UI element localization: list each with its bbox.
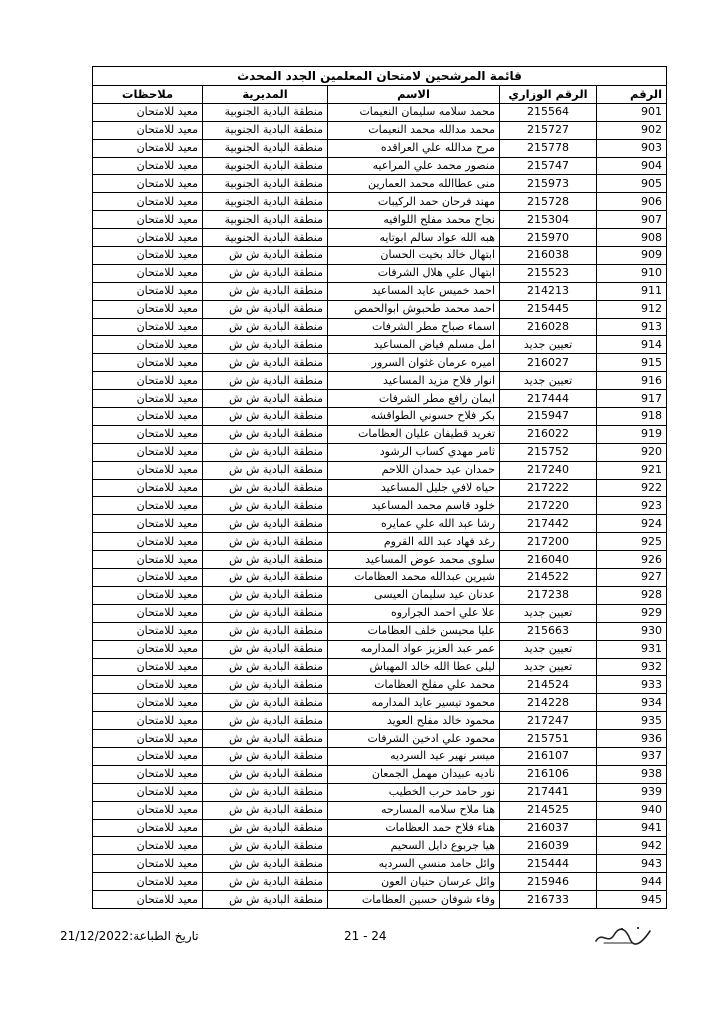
cell-directorate: منطقة البادية ش ش xyxy=(203,551,328,569)
cell-ministerial-number: 217444 xyxy=(500,390,597,408)
cell-name: هناء فلاح حمد العظامات xyxy=(328,819,500,837)
column-header-directorate: المديرية xyxy=(203,86,328,104)
table-title: قائمة المرشحين لامتحان المعلمين الجدد المحدث xyxy=(93,67,667,86)
cell-ministerial-number: تعيين جديد xyxy=(500,658,597,676)
cell-notes: معيد للامتحان xyxy=(93,443,203,461)
cell-name: رغد فهاد عبد الله القروم xyxy=(328,533,500,551)
cell-ministerial-number: 215444 xyxy=(500,855,597,873)
cell-directorate: منطقة البادية ش ش xyxy=(203,694,328,712)
table-row xyxy=(93,354,667,372)
cell-ministerial-number: 217441 xyxy=(500,783,597,801)
cell-directorate: منطقة البادية ش ش xyxy=(203,425,328,443)
cell-name: محمد مدالله محمد النعيمات xyxy=(328,121,500,139)
cell-name: مرح مدالله علي العراقده xyxy=(328,139,500,157)
cell-notes: معيد للامتحان xyxy=(93,783,203,801)
cell-notes: معيد للامتحان xyxy=(93,121,203,139)
cell-ministerial-number: 214522 xyxy=(500,569,597,587)
cell-ministerial-number: 217238 xyxy=(500,586,597,604)
cell-directorate: منطقة البادية ش ش xyxy=(203,264,328,282)
cell-name: محمد علي مفلح العظامات xyxy=(328,676,500,694)
table-row xyxy=(93,139,667,157)
cell-number: 937 xyxy=(597,747,667,765)
cell-number: 927 xyxy=(597,569,667,587)
cell-name: ناديه عبيدان مهمل الجمعان xyxy=(328,765,500,783)
cell-number: 924 xyxy=(597,515,667,533)
cell-notes: معيد للامتحان xyxy=(93,139,203,157)
table-row xyxy=(93,712,667,730)
cell-notes: معيد للامتحان xyxy=(93,336,203,354)
cell-name: وائل حامد منسي السرديه xyxy=(328,855,500,873)
cell-name: ابتهال علي هلال الشرفات xyxy=(328,264,500,282)
cell-directorate: منطقة البادية ش ش xyxy=(203,747,328,765)
table-row xyxy=(93,747,667,765)
cell-directorate: منطقة البادية ش ش xyxy=(203,676,328,694)
cell-directorate: منطقة البادية الجنوبية xyxy=(203,121,328,139)
table-row xyxy=(93,586,667,604)
cell-directorate: منطقة البادية ش ش xyxy=(203,730,328,748)
cell-name: هبه الله عواد سالم ابوتايه xyxy=(328,229,500,247)
cell-notes: معيد للامتحان xyxy=(93,425,203,443)
table-row xyxy=(93,604,667,622)
column-header-name: الاسم xyxy=(328,86,500,104)
cell-ministerial-number: 215728 xyxy=(500,193,597,211)
cell-notes: معيد للامتحان xyxy=(93,712,203,730)
cell-directorate: منطقة البادية ش ش xyxy=(203,372,328,390)
cell-number: 908 xyxy=(597,229,667,247)
cell-number: 942 xyxy=(597,837,667,855)
cell-notes: معيد للامتحان xyxy=(93,819,203,837)
cell-number: 929 xyxy=(597,604,667,622)
table-row xyxy=(93,479,667,497)
table-row xyxy=(93,873,667,891)
table-row xyxy=(93,765,667,783)
cell-ministerial-number: 215946 xyxy=(500,873,597,891)
table-row xyxy=(93,837,667,855)
table-row xyxy=(93,408,667,426)
cell-number: 925 xyxy=(597,533,667,551)
cell-name: ثامر مهدي كساب الرشود xyxy=(328,443,500,461)
cell-name: وفاء شوفان حسين العظامات xyxy=(328,891,500,909)
cell-name: انوار فلاح مزيد المساعيد xyxy=(328,372,500,390)
cell-number: 930 xyxy=(597,622,667,640)
table-row xyxy=(93,783,667,801)
cell-notes: معيد للامتحان xyxy=(93,157,203,175)
cell-name: عدنان عيد سليمان العيسى xyxy=(328,586,500,604)
cell-notes: معيد للامتحان xyxy=(93,318,203,336)
cell-notes: معيد للامتحان xyxy=(93,533,203,551)
cell-name: عمر عبد العزيز عواد المدارمه xyxy=(328,640,500,658)
cell-number: 922 xyxy=(597,479,667,497)
cell-notes: معيد للامتحان xyxy=(93,765,203,783)
cell-ministerial-number: 216037 xyxy=(500,819,597,837)
table-row xyxy=(93,694,667,712)
cell-notes: معيد للامتحان xyxy=(93,640,203,658)
cell-notes: معيد للامتحان xyxy=(93,569,203,587)
cell-directorate: منطقة البادية ش ش xyxy=(203,712,328,730)
cell-number: 909 xyxy=(597,247,667,265)
column-header-notes: ملاحظات xyxy=(93,86,203,104)
cell-ministerial-number: تعيين جديد xyxy=(500,336,597,354)
cell-name: اسماء صباح مطر الشرفات xyxy=(328,318,500,336)
table-row xyxy=(93,175,667,193)
cell-number: 910 xyxy=(597,264,667,282)
cell-ministerial-number: 216027 xyxy=(500,354,597,372)
page-footer xyxy=(0,929,724,951)
cell-number: 941 xyxy=(597,819,667,837)
cell-notes: معيد للامتحان xyxy=(93,747,203,765)
cell-notes: معيد للامتحان xyxy=(93,354,203,372)
cell-number: 940 xyxy=(597,801,667,819)
cell-ministerial-number: 214228 xyxy=(500,694,597,712)
cell-notes: معيد للامتحان xyxy=(93,461,203,479)
table-row xyxy=(93,264,667,282)
cell-name: حمدان عيد حمدان اللاحم xyxy=(328,461,500,479)
cell-name: محمود تيسير عايد المدارمه xyxy=(328,694,500,712)
cell-number: 917 xyxy=(597,390,667,408)
cell-ministerial-number: 214213 xyxy=(500,282,597,300)
cell-notes: معيد للامتحان xyxy=(93,300,203,318)
table-row xyxy=(93,891,667,909)
cell-ministerial-number: 217220 xyxy=(500,497,597,515)
cell-ministerial-number: 215751 xyxy=(500,730,597,748)
cell-name: منى عطاالله محمد العمارين xyxy=(328,175,500,193)
cell-ministerial-number: 214524 xyxy=(500,676,597,694)
cell-directorate: منطقة البادية ش ش xyxy=(203,783,328,801)
cell-ministerial-number: 215523 xyxy=(500,264,597,282)
cell-ministerial-number: 216028 xyxy=(500,318,597,336)
cell-number: 907 xyxy=(597,211,667,229)
cell-name: هيا جربوع دايل السحيم xyxy=(328,837,500,855)
cell-name: مهند فرحان حمد الركيبات xyxy=(328,193,500,211)
cell-number: 928 xyxy=(597,586,667,604)
cell-name: سلوى محمد عوض المساعيد xyxy=(328,551,500,569)
cell-ministerial-number: تعيين جديد xyxy=(500,640,597,658)
cell-notes: معيد للامتحان xyxy=(93,247,203,265)
cell-number: 939 xyxy=(597,783,667,801)
column-header-ministerial-number: الرقم الوزاري xyxy=(500,86,597,104)
cell-notes: معيد للامتحان xyxy=(93,515,203,533)
table-row xyxy=(93,247,667,265)
cell-name: رشا عبد الله علي عمايره xyxy=(328,515,500,533)
table-row xyxy=(93,229,667,247)
cell-name: عليا محيسن خلف العظامات xyxy=(328,622,500,640)
cell-notes: معيد للامتحان xyxy=(93,622,203,640)
cell-notes: معيد للامتحان xyxy=(93,891,203,909)
cell-name: احمد خميس عايد المساعيد xyxy=(328,282,500,300)
table-row xyxy=(93,569,667,587)
cell-name: ميسر نهير عيد السرديه xyxy=(328,747,500,765)
cell-ministerial-number: 217442 xyxy=(500,515,597,533)
cell-directorate: منطقة البادية ش ش xyxy=(203,586,328,604)
table-row xyxy=(93,533,667,551)
cell-directorate: منطقة البادية ش ش xyxy=(203,604,328,622)
cell-ministerial-number: 216038 xyxy=(500,247,597,265)
cell-directorate: منطقة البادية ش ش xyxy=(203,569,328,587)
table-row xyxy=(93,497,667,515)
cell-notes: معيد للامتحان xyxy=(93,264,203,282)
cell-directorate: منطقة البادية ش ش xyxy=(203,533,328,551)
cell-number: 916 xyxy=(597,372,667,390)
cell-ministerial-number: 215970 xyxy=(500,229,597,247)
cell-number: 915 xyxy=(597,354,667,372)
table-row xyxy=(93,855,667,873)
cell-number: 923 xyxy=(597,497,667,515)
cell-notes: معيد للامتحان xyxy=(93,103,203,121)
cell-directorate: منطقة البادية ش ش xyxy=(203,247,328,265)
cell-number: 935 xyxy=(597,712,667,730)
cell-directorate: منطقة البادية ش ش xyxy=(203,873,328,891)
table-row xyxy=(93,819,667,837)
table-row xyxy=(93,282,667,300)
cell-number: 943 xyxy=(597,855,667,873)
cell-ministerial-number: 215973 xyxy=(500,175,597,193)
cell-name: منصور محمد علي المراعيه xyxy=(328,157,500,175)
cell-notes: معيد للامتحان xyxy=(93,801,203,819)
cell-notes: معيد للامتحان xyxy=(93,175,203,193)
cell-ministerial-number: 215747 xyxy=(500,157,597,175)
cell-directorate: منطقة البادية ش ش xyxy=(203,658,328,676)
cell-directorate: منطقة البادية ش ش xyxy=(203,837,328,855)
table-row xyxy=(93,640,667,658)
cell-ministerial-number: 217240 xyxy=(500,461,597,479)
table-row xyxy=(93,622,667,640)
cell-notes: معيد للامتحان xyxy=(93,193,203,211)
cell-directorate: منطقة البادية ش ش xyxy=(203,461,328,479)
cell-number: 905 xyxy=(597,175,667,193)
cell-ministerial-number: 215445 xyxy=(500,300,597,318)
cell-directorate: منطقة البادية الجنوبية xyxy=(203,211,328,229)
cell-number: 903 xyxy=(597,139,667,157)
cell-directorate: منطقة البادية الجنوبية xyxy=(203,139,328,157)
cell-name: حياه لافي جليل المساعيد xyxy=(328,479,500,497)
cell-number: 912 xyxy=(597,300,667,318)
table-row xyxy=(93,515,667,533)
cell-number: 936 xyxy=(597,730,667,748)
page-range: 21 - 24 xyxy=(344,929,387,943)
cell-name: ايمان رافع مطر الشرفات xyxy=(328,390,500,408)
cell-notes: معيد للامتحان xyxy=(93,730,203,748)
cell-notes: معيد للامتحان xyxy=(93,408,203,426)
cell-name: نجاح محمد مفلح اللوافيه xyxy=(328,211,500,229)
cell-notes: معيد للامتحان xyxy=(93,551,203,569)
cell-directorate: منطقة البادية ش ش xyxy=(203,443,328,461)
cell-notes: معيد للامتحان xyxy=(93,372,203,390)
table-row xyxy=(93,443,667,461)
cell-notes: معيد للامتحان xyxy=(93,676,203,694)
cell-name: هنا ملاح سلامه المسارحه xyxy=(328,801,500,819)
cell-ministerial-number: 215752 xyxy=(500,443,597,461)
cell-directorate: منطقة البادية ش ش xyxy=(203,622,328,640)
table-row xyxy=(93,318,667,336)
cell-ministerial-number: 216039 xyxy=(500,837,597,855)
cell-ministerial-number: 217222 xyxy=(500,479,597,497)
cell-number: 945 xyxy=(597,891,667,909)
cell-directorate: منطقة البادية ش ش xyxy=(203,408,328,426)
cell-directorate: منطقة البادية ش ش xyxy=(203,765,328,783)
cell-name: ابتهال خالد بخيت الحسان xyxy=(328,247,500,265)
table-row xyxy=(93,211,667,229)
cell-directorate: منطقة البادية ش ش xyxy=(203,497,328,515)
cell-directorate: منطقة البادية الجنوبية xyxy=(203,157,328,175)
cell-ministerial-number: 215304 xyxy=(500,211,597,229)
cell-name: نور حامد حرب الخطيب xyxy=(328,783,500,801)
cell-number: 932 xyxy=(597,658,667,676)
cell-number: 919 xyxy=(597,425,667,443)
cell-name: تغريد قطيفان عليان العظامات xyxy=(328,425,500,443)
cell-ministerial-number: 216022 xyxy=(500,425,597,443)
cell-notes: معيد للامتحان xyxy=(93,604,203,622)
table-row xyxy=(93,157,667,175)
cell-ministerial-number: تعيين جديد xyxy=(500,372,597,390)
cell-name: اميره عرمان غثوان السرور xyxy=(328,354,500,372)
cell-notes: معيد للامتحان xyxy=(93,390,203,408)
table-row xyxy=(93,372,667,390)
print-date: تاريخ الطباعة:21/12/2022 xyxy=(60,929,199,943)
cell-directorate: منطقة البادية ش ش xyxy=(203,336,328,354)
cell-number: 918 xyxy=(597,408,667,426)
cell-ministerial-number: 217247 xyxy=(500,712,597,730)
cell-notes: معيد للامتحان xyxy=(93,873,203,891)
cell-directorate: منطقة البادية ش ش xyxy=(203,819,328,837)
table-row xyxy=(93,730,667,748)
cell-notes: معيد للامتحان xyxy=(93,837,203,855)
cell-name: محمود علي ادخين الشرفات xyxy=(328,730,500,748)
cell-ministerial-number: 216040 xyxy=(500,551,597,569)
cell-name: بكر فلاح حسوني الطواقشه xyxy=(328,408,500,426)
cell-directorate: منطقة البادية ش ش xyxy=(203,354,328,372)
cell-number: 902 xyxy=(597,121,667,139)
cell-number: 926 xyxy=(597,551,667,569)
table-row xyxy=(93,658,667,676)
cell-ministerial-number: 216106 xyxy=(500,765,597,783)
cell-number: 911 xyxy=(597,282,667,300)
cell-directorate: منطقة البادية الجنوبية xyxy=(203,193,328,211)
cell-number: 913 xyxy=(597,318,667,336)
cell-ministerial-number: 214525 xyxy=(500,801,597,819)
cell-name: محمود خالد مفلح العويد xyxy=(328,712,500,730)
cell-directorate: منطقة البادية ش ش xyxy=(203,300,328,318)
cell-directorate: منطقة البادية ش ش xyxy=(203,801,328,819)
table-row xyxy=(93,300,667,318)
table-row xyxy=(93,103,667,121)
cell-name: امل مسلم فياض المساعيد xyxy=(328,336,500,354)
cell-directorate: منطقة البادية الجنوبية xyxy=(203,229,328,247)
column-header-number: الرقم xyxy=(597,86,667,104)
cell-directorate: منطقة البادية ش ش xyxy=(203,479,328,497)
cell-name: احمد محمد طحبوش ابوالحمص xyxy=(328,300,500,318)
cell-number: 931 xyxy=(597,640,667,658)
cell-ministerial-number: 217200 xyxy=(500,533,597,551)
cell-directorate: منطقة البادية ش ش xyxy=(203,855,328,873)
table-body xyxy=(93,103,667,908)
cell-number: 938 xyxy=(597,765,667,783)
cell-name: ليلى عطا الله خالد المهباش xyxy=(328,658,500,676)
cell-number: 921 xyxy=(597,461,667,479)
cell-notes: معيد للامتحان xyxy=(93,497,203,515)
cell-number: 933 xyxy=(597,676,667,694)
table-row xyxy=(93,801,667,819)
table-row xyxy=(93,336,667,354)
cell-notes: معيد للامتحان xyxy=(93,694,203,712)
cell-directorate: منطقة البادية الجنوبية xyxy=(203,175,328,193)
cell-ministerial-number: 215663 xyxy=(500,622,597,640)
cell-name: محمد سلامه سليمان النعيمات xyxy=(328,103,500,121)
cell-directorate: منطقة البادية الجنوبية xyxy=(203,103,328,121)
table-row xyxy=(93,676,667,694)
table-row xyxy=(93,390,667,408)
cell-notes: معيد للامتحان xyxy=(93,282,203,300)
table-row xyxy=(93,425,667,443)
cell-notes: معيد للامتحان xyxy=(93,586,203,604)
cell-number: 901 xyxy=(597,103,667,121)
cell-ministerial-number: 215778 xyxy=(500,139,597,157)
cell-name: شيرين عبدالله محمد العظامات xyxy=(328,569,500,587)
cell-number: 906 xyxy=(597,193,667,211)
cell-ministerial-number: تعيين جديد xyxy=(500,604,597,622)
cell-number: 934 xyxy=(597,694,667,712)
table-row xyxy=(93,193,667,211)
cell-ministerial-number: 215564 xyxy=(500,103,597,121)
candidates-table xyxy=(92,66,667,909)
cell-name: علا علي احمد الجراروه xyxy=(328,604,500,622)
signature xyxy=(592,923,654,949)
cell-directorate: منطقة البادية ش ش xyxy=(203,390,328,408)
table-row xyxy=(93,551,667,569)
table-row xyxy=(93,121,667,139)
cell-ministerial-number: 215947 xyxy=(500,408,597,426)
cell-notes: معيد للامتحان xyxy=(93,211,203,229)
cell-directorate: منطقة البادية ش ش xyxy=(203,318,328,336)
cell-name: وائل عرسان حنيان العون xyxy=(328,873,500,891)
cell-ministerial-number: 216733 xyxy=(500,891,597,909)
cell-ministerial-number: 216107 xyxy=(500,747,597,765)
cell-notes: معيد للامتحان xyxy=(93,479,203,497)
cell-directorate: منطقة البادية ش ش xyxy=(203,640,328,658)
cell-number: 904 xyxy=(597,157,667,175)
table-row xyxy=(93,461,667,479)
cell-directorate: منطقة البادية ش ش xyxy=(203,515,328,533)
cell-number: 914 xyxy=(597,336,667,354)
cell-directorate: منطقة البادية ش ش xyxy=(203,282,328,300)
cell-notes: معيد للامتحان xyxy=(93,658,203,676)
cell-notes: معيد للامتحان xyxy=(93,855,203,873)
cell-number: 920 xyxy=(597,443,667,461)
cell-name: خلود قاسم محمد المساعيد xyxy=(328,497,500,515)
cell-notes: معيد للامتحان xyxy=(93,229,203,247)
cell-ministerial-number: 215727 xyxy=(500,121,597,139)
cell-number: 944 xyxy=(597,873,667,891)
cell-directorate: منطقة البادية ش ش xyxy=(203,891,328,909)
